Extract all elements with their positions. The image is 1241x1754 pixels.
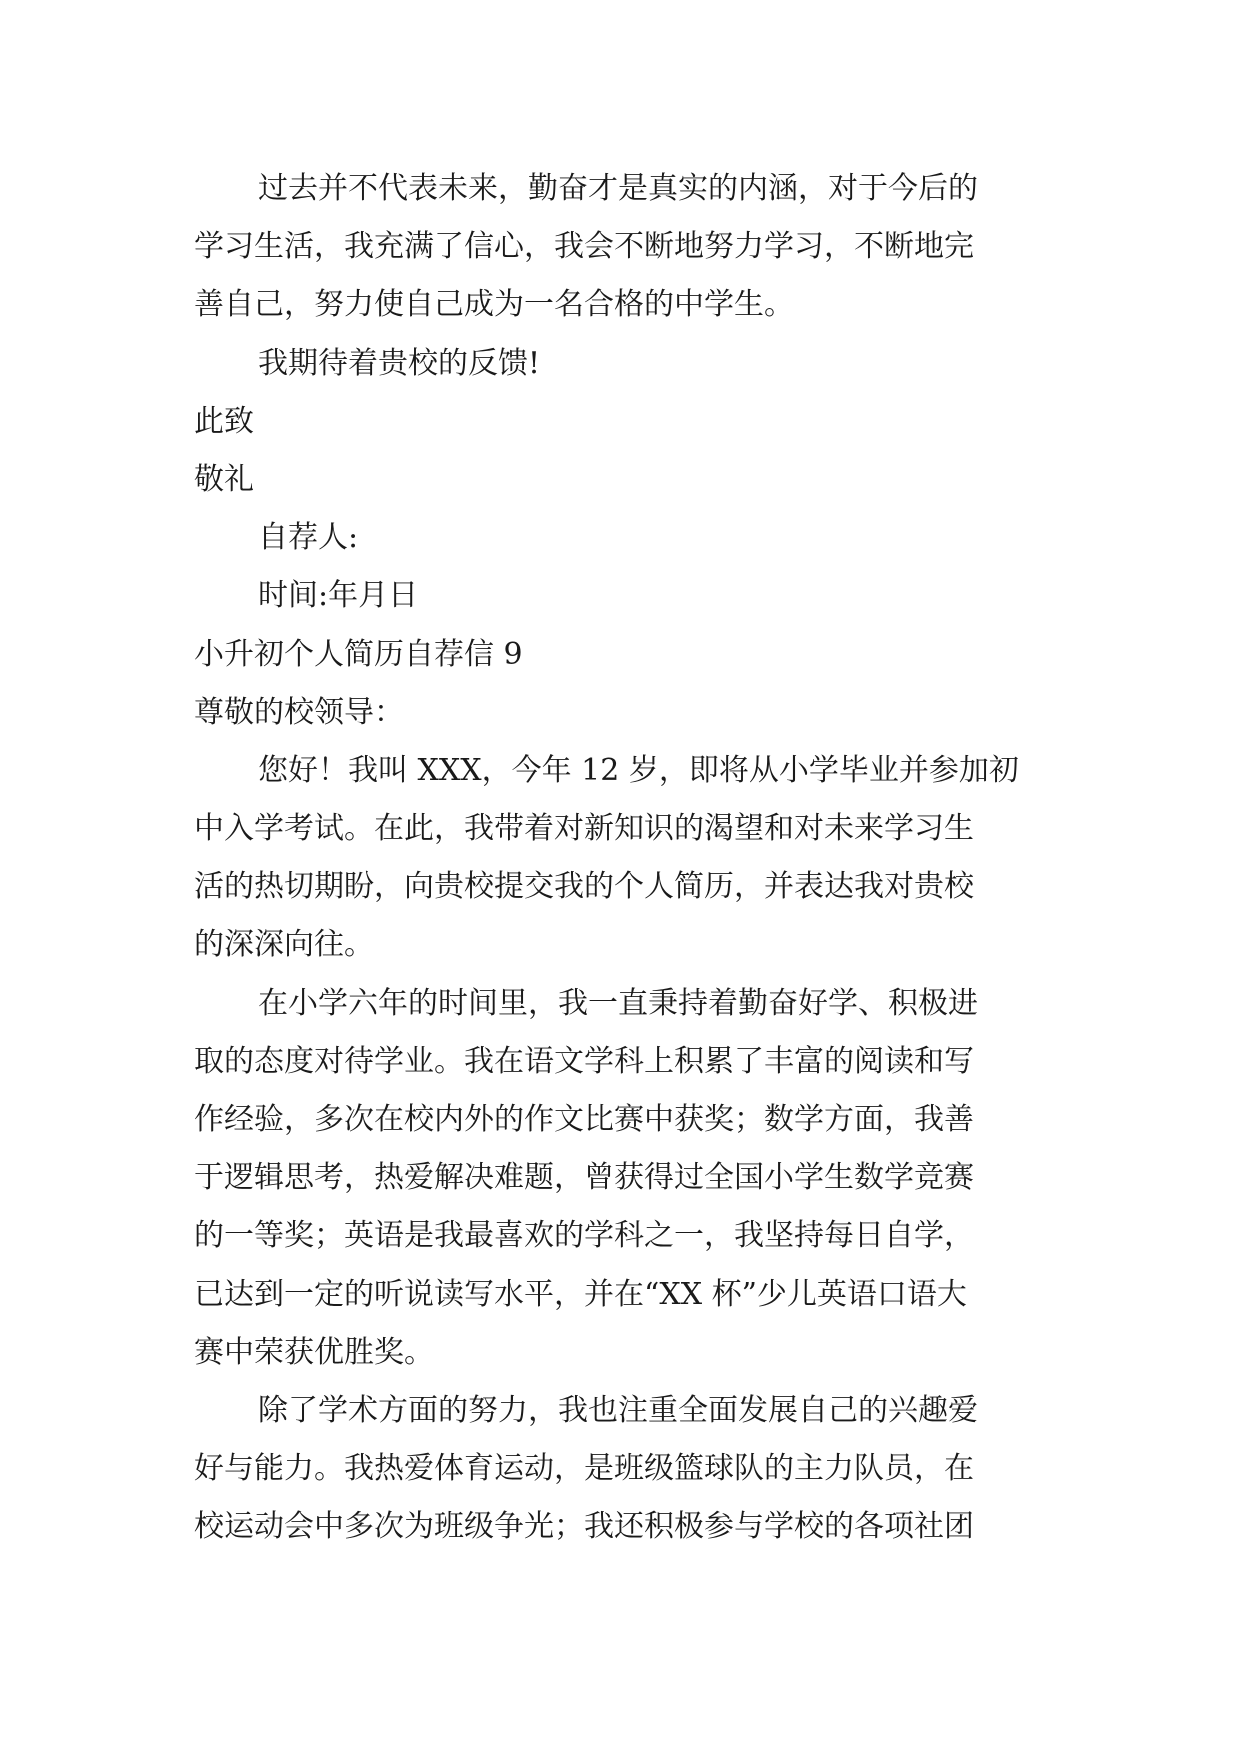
text-line: 善自己，努力使自己成为一名合格的中学生。 xyxy=(194,287,794,323)
text-line: 自荐人: xyxy=(258,520,359,556)
text-line: 尊敬的校领导： xyxy=(194,694,404,730)
text-line: 好与能力。我热爱体育运动，是班级篮球队的主力队员，在 xyxy=(194,1451,974,1487)
text-line: 学习生活，我充满了信心，我会不断地努力学习，不断地完 xyxy=(194,229,974,265)
text-line: 赛中荣获优胜奖。 xyxy=(194,1334,434,1370)
text-line: 小升初个人简历自荐信 9 xyxy=(194,636,523,672)
document-body xyxy=(194,160,1054,1557)
text-line: 时间:年月日 xyxy=(258,578,419,614)
text-line: 的一等奖；英语是我最喜欢的学科之一，我坚持每日自学， xyxy=(194,1218,974,1254)
text-line: 已达到一定的听说读写水平，并在“XX 杯”少儿英语口语大 xyxy=(194,1276,967,1312)
text-line: 敬礼 xyxy=(194,461,254,497)
text-line: 活的热切期盼，向贵校提交我的个人简历，并表达我对贵校 xyxy=(194,869,974,905)
text-line: 取的态度对待学业。我在语文学科上积累了丰富的阅读和写 xyxy=(194,1043,974,1079)
text-line: 的深深向往。 xyxy=(194,927,374,963)
text-line: 过去并不代表未来，勤奋才是真实的内涵，对于今后的 xyxy=(258,171,978,206)
text-line: 作经验，多次在校内外的作文比赛中获奖；数学方面，我善 xyxy=(194,1102,974,1137)
text-line: 在小学六年的时间里，我一直秉持着勤奋好学、积极进 xyxy=(258,985,978,1021)
text-line: 我期待着贵校的反馈! xyxy=(258,345,541,381)
text-line: 您好！我叫 XXX，今年 12 岁，即将从小学毕业并参加初 xyxy=(258,752,1019,788)
text-line: 校运动会中多次为班级争光；我还积极参与学校的各项社团 xyxy=(194,1509,974,1545)
text-line: 中入学考试。在此，我带着对新知识的渴望和对未来学习生 xyxy=(194,811,974,847)
text-line: 除了学术方面的努力，我也注重全面发展自己的兴趣爱 xyxy=(258,1392,978,1428)
text-line: 于逻辑思考，热爱解决难题，曾获得过全国小学生数学竞赛 xyxy=(194,1160,974,1196)
text-line: 此致 xyxy=(194,403,254,439)
